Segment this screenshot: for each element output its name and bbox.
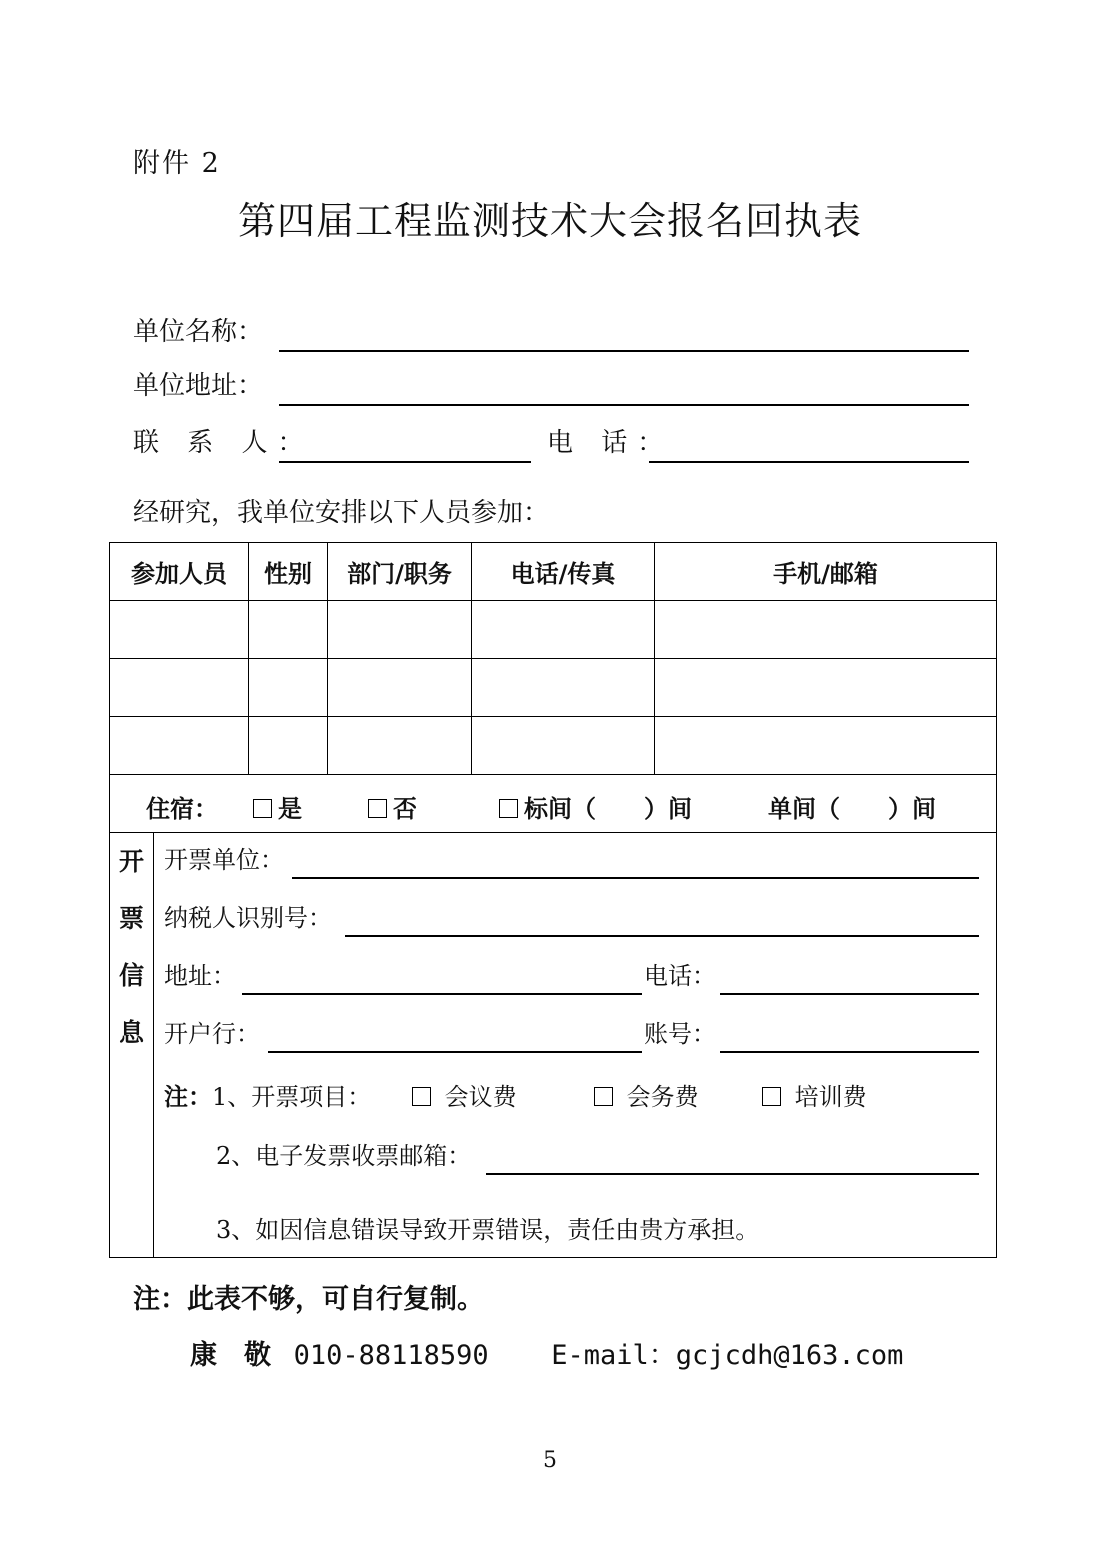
cell-department[interactable] xyxy=(328,659,472,717)
cell-participant[interactable] xyxy=(110,601,249,659)
bank-label: 开户行： xyxy=(164,1020,260,1048)
cell-mobile-email[interactable] xyxy=(655,659,997,717)
contact-name: 康 敬 xyxy=(190,1340,271,1371)
cell-gender[interactable] xyxy=(249,659,328,717)
attachment-label: 附件 2 xyxy=(133,148,221,179)
lodging-no-option[interactable] xyxy=(368,789,417,824)
checkbox-icon[interactable] xyxy=(253,799,272,818)
standard-room-label: 标间（ ）间 xyxy=(524,795,692,823)
unit-address-field[interactable] xyxy=(279,404,969,406)
registration-table xyxy=(109,542,997,1258)
page-title: 第四届工程监测技术大会报名回执表 xyxy=(237,199,862,243)
phone-field[interactable] xyxy=(649,461,969,463)
standard-room-option[interactable] xyxy=(499,789,692,824)
header-participant: 参加人员 xyxy=(110,543,249,601)
header-gender: 性别 xyxy=(249,543,328,601)
checkbox-icon[interactable] xyxy=(762,1087,781,1106)
lodging-row xyxy=(110,775,997,833)
header-department: 部门/职务 xyxy=(328,543,472,601)
unit-name-field[interactable] xyxy=(279,350,969,352)
header-mobile-email: 手机/邮箱 xyxy=(655,543,997,601)
contact-person-label: 联 系 人： xyxy=(133,428,314,458)
item-meeting-label: 会议费 xyxy=(444,1083,517,1111)
einvoice-email-field[interactable] xyxy=(486,1173,979,1175)
invoice-address-label: 地址： xyxy=(164,962,236,990)
cell-participant[interactable] xyxy=(110,717,249,775)
item-training-option[interactable] xyxy=(762,1077,867,1112)
cell-department[interactable] xyxy=(328,717,472,775)
item-meeting-option[interactable] xyxy=(412,1077,517,1112)
table-row xyxy=(110,717,997,775)
invoice-phone-field[interactable] xyxy=(720,993,979,995)
table-row xyxy=(110,601,997,659)
einvoice-email-label: 2、电子发票收票邮箱： xyxy=(216,1142,472,1170)
checkbox-icon[interactable] xyxy=(499,799,518,818)
note1-text: 1、开票项目： xyxy=(212,1083,372,1111)
cell-phone-fax[interactable] xyxy=(472,601,655,659)
cell-mobile-email[interactable] xyxy=(655,717,997,775)
cell-mobile-email[interactable] xyxy=(655,601,997,659)
item-affairs-label: 会务费 xyxy=(626,1083,699,1111)
account-field[interactable] xyxy=(720,1051,979,1053)
copy-note: 注：此表不够，可自行复制。 xyxy=(133,1284,484,1315)
lodging-yes-label: 是 xyxy=(278,795,302,823)
invoice-info-label: 开 票 信 息 xyxy=(110,833,154,1258)
unit-address-row xyxy=(133,366,969,406)
bank-row xyxy=(164,1013,979,1053)
cell-gender[interactable] xyxy=(249,717,328,775)
unit-name-label: 单位名称： xyxy=(133,317,264,347)
header-phone-fax: 电话/传真 xyxy=(472,543,655,601)
page-number: 5 xyxy=(543,1448,557,1473)
taxpayer-id-row xyxy=(164,897,979,937)
invoice-items-note xyxy=(164,1077,867,1112)
single-room-label: 单间（ ）间 xyxy=(768,795,936,823)
contact-phone: 010-88118590 xyxy=(293,1340,489,1371)
note-prefix: 注： xyxy=(164,1083,212,1111)
invoice-area xyxy=(154,833,996,1257)
item-training-label: 培训费 xyxy=(794,1083,867,1111)
lodging-label: 住宿： xyxy=(146,795,218,823)
checkbox-icon[interactable] xyxy=(594,1087,613,1106)
einvoice-email-row xyxy=(216,1135,979,1175)
invoice-address-row xyxy=(164,955,979,995)
bank-field[interactable] xyxy=(268,1051,642,1053)
lodging-yes-option[interactable] xyxy=(253,789,302,824)
account-label: 账号： xyxy=(644,1020,716,1048)
contact-person-field[interactable] xyxy=(279,461,531,463)
checkbox-icon[interactable] xyxy=(368,799,387,818)
cell-gender[interactable] xyxy=(249,601,328,659)
checkbox-icon[interactable] xyxy=(412,1087,431,1106)
contact-email[interactable]: E-mail：gcjcdh@163.com xyxy=(551,1340,904,1371)
contact-info xyxy=(190,1333,903,1372)
phone-label: 电 话： xyxy=(547,428,674,458)
taxpayer-id-field[interactable] xyxy=(345,935,979,937)
cell-department[interactable] xyxy=(328,601,472,659)
invoice-unit-row xyxy=(164,839,979,879)
cell-phone-fax[interactable] xyxy=(472,717,655,775)
cell-phone-fax[interactable] xyxy=(472,659,655,717)
taxpayer-id-label: 纳税人识别号： xyxy=(164,904,332,932)
invoice-phone-label: 电话： xyxy=(644,962,716,990)
table-row xyxy=(110,659,997,717)
intro-text: 经研究，我单位安排以下人员参加： xyxy=(133,498,550,528)
invoice-row xyxy=(110,833,997,1258)
cell-participant[interactable] xyxy=(110,659,249,717)
item-affairs-option[interactable] xyxy=(594,1077,699,1112)
invoice-address-field[interactable] xyxy=(242,993,642,995)
liability-note: 3、如因信息错误导致开票错误，责任由贵方承担。 xyxy=(216,1216,760,1244)
invoice-unit-label: 开票单位： xyxy=(164,846,284,874)
invoice-unit-field[interactable] xyxy=(292,877,979,879)
contact-row xyxy=(133,423,969,463)
table-header-row xyxy=(110,543,997,601)
lodging-no-label: 否 xyxy=(393,795,417,823)
unit-name-row xyxy=(133,312,969,352)
unit-address-label: 单位地址： xyxy=(133,371,264,401)
